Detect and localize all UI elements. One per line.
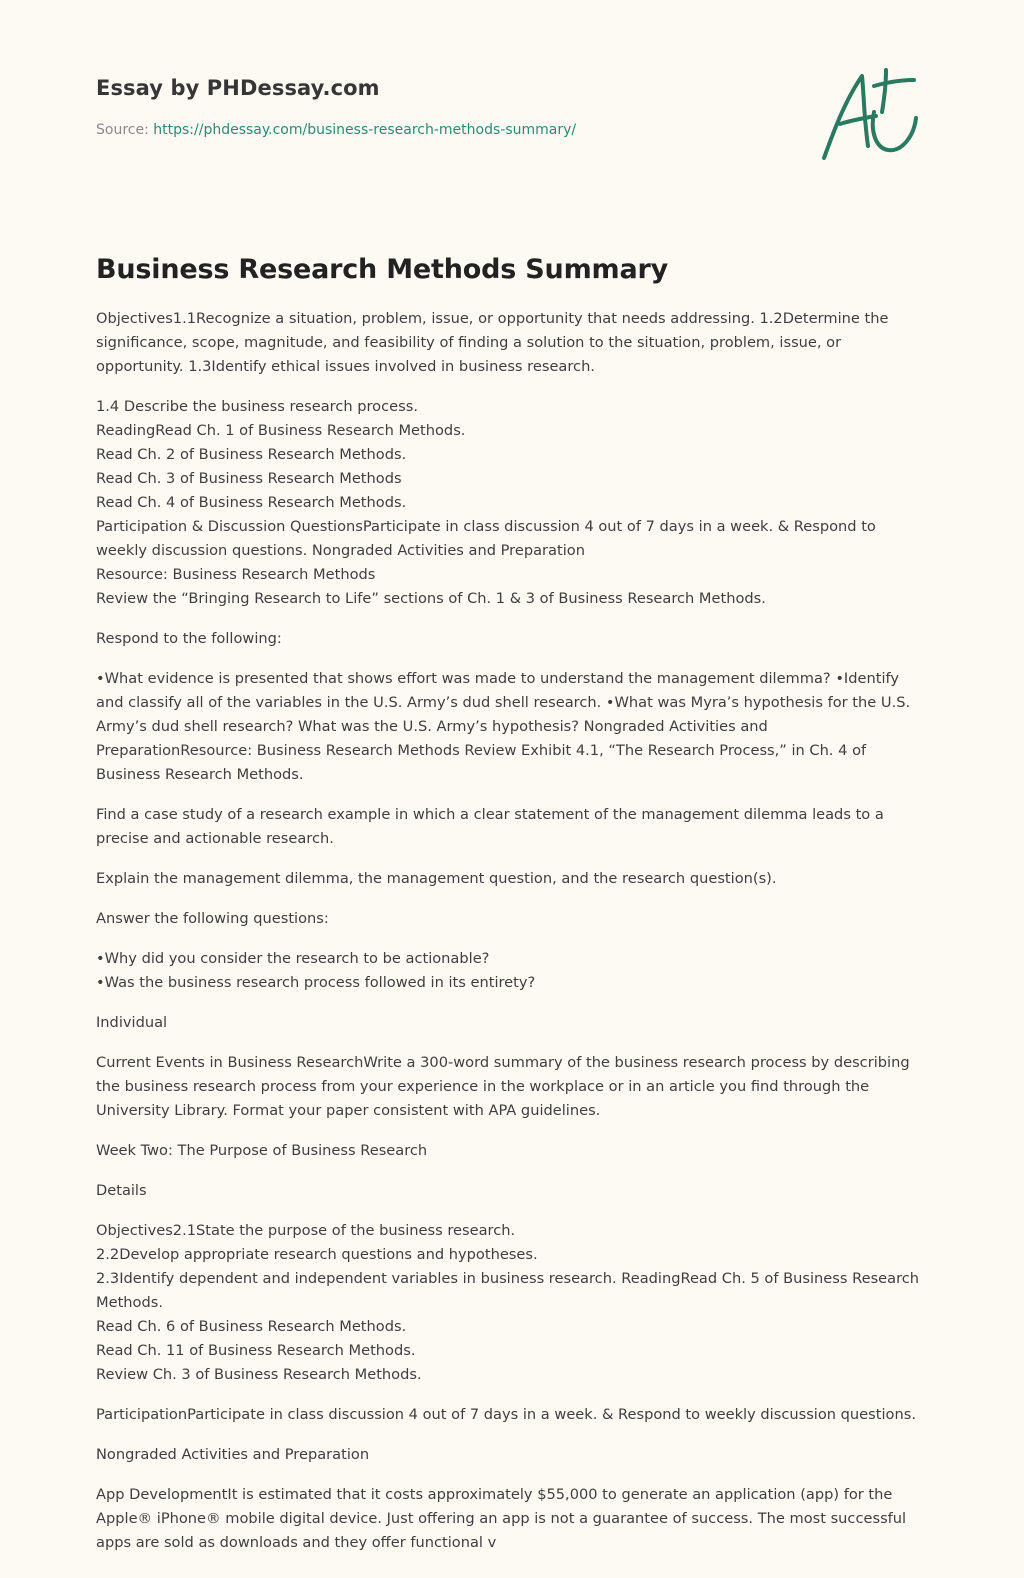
source-link[interactable]: https://phdessay.com/business-research-methods-summary/ (153, 122, 577, 138)
article-paragraph: Nongraded Activities and Preparation (96, 1446, 370, 1463)
article-paragraph: Objectives2.1State the purpose of the business research. 2.2Develop appropriate research questions and hypotheses. 2.3Identify dependent and independent variables in business research. ReadingRead Ch. 5 of Business Research Methods. Read Ch. 6 of Business Research Methods. Read Ch. 11 of Business Research Methods. Review Ch. 3 of Business Research Methods. (96, 1222, 920, 1383)
article-paragraph: •Why did you consider the research to be actionable? •Was the business research process followed in its entirety? (96, 950, 536, 991)
a-plus-logo-icon (818, 66, 928, 166)
article-paragraph: Answer the following questions: (96, 910, 329, 927)
source-label: Source: (96, 122, 154, 138)
article-paragraph: Find a case study of a research example in which a clear statement of the management dilemma leads to a precise and actionable research. (96, 806, 884, 847)
article-paragraph: 1.4 Describe the business research process. ReadingRead Ch. 1 of Business Research Methods. Read Ch. 2 of Business Research Methods. Read Ch. 3 of Business Research Methods Read Ch. 4 of Business Research Methods. Participation & Discussion QuestionsParticipate in class discussion 4 out of 7 days in a week. & Respond to weekly discussion questions. Nongraded Activities and Preparation Resource: Business Research Methods Review the “Bringing Research to Life” sections of Ch. 1 & 3 of Business Research Methods. (96, 398, 876, 607)
site-title: Essay by PHDessay.com (96, 76, 380, 100)
article-paragraph: Week Two: The Purpose of Business Research (96, 1142, 428, 1159)
article-paragraph: •What evidence is presented that shows effort was made to understand the management dilemma? •Identify and classify all of the variables in the U.S. Army’s dud shell research. •What was Myra’s hypothesis for the U.S. Army’s dud shell research? What was the U.S. Army’s hypothesis? Nongraded Activities and PreparationResource: Business Research Methods Review Exhibit 4.1, “The Research Process,” in Ch. 4 of Business Research Methods. (96, 670, 911, 783)
article-paragraph: App DevelopmentIt is estimated that it costs approximately $55,000 to generate an application (app) for the Apple® iPhone® mobile digital device. Just offering an app is not a guarantee of success. The most successful apps are sold as downloads and they offer functional v (96, 1486, 907, 1551)
page-header (96, 76, 716, 138)
article-paragraph: Explain the management dilemma, the management question, and the research question(s). (96, 870, 777, 887)
article-paragraph: Individual (96, 1014, 168, 1031)
article-paragraph: Current Events in Business ResearchWrite a 300-word summary of the business research process by describing the business research process from your experience in the workplace or in an article you find through the University Library. Format your paper consistent with APA guidelines. (96, 1054, 910, 1119)
source-line (96, 122, 716, 138)
article-title: Business Research Methods Summary (96, 254, 668, 285)
article-paragraph: Objectives1.1Recognize a situation, problem, issue, or opportunity that needs addressing. 1.2Determine the significance, scope, magnitude, and feasibility of finding a solution to the situation, problem, issue, or opportunity. 1.3Identify ethical issues involved in business research. (96, 310, 889, 375)
article-paragraph: Respond to the following: (96, 630, 282, 647)
article-paragraph: Details (96, 1182, 147, 1199)
article (96, 254, 928, 1571)
article-body (96, 307, 928, 1555)
article-paragraph: ParticipationParticipate in class discussion 4 out of 7 days in a week. & Respond to weekly discussion questions. (96, 1406, 916, 1423)
